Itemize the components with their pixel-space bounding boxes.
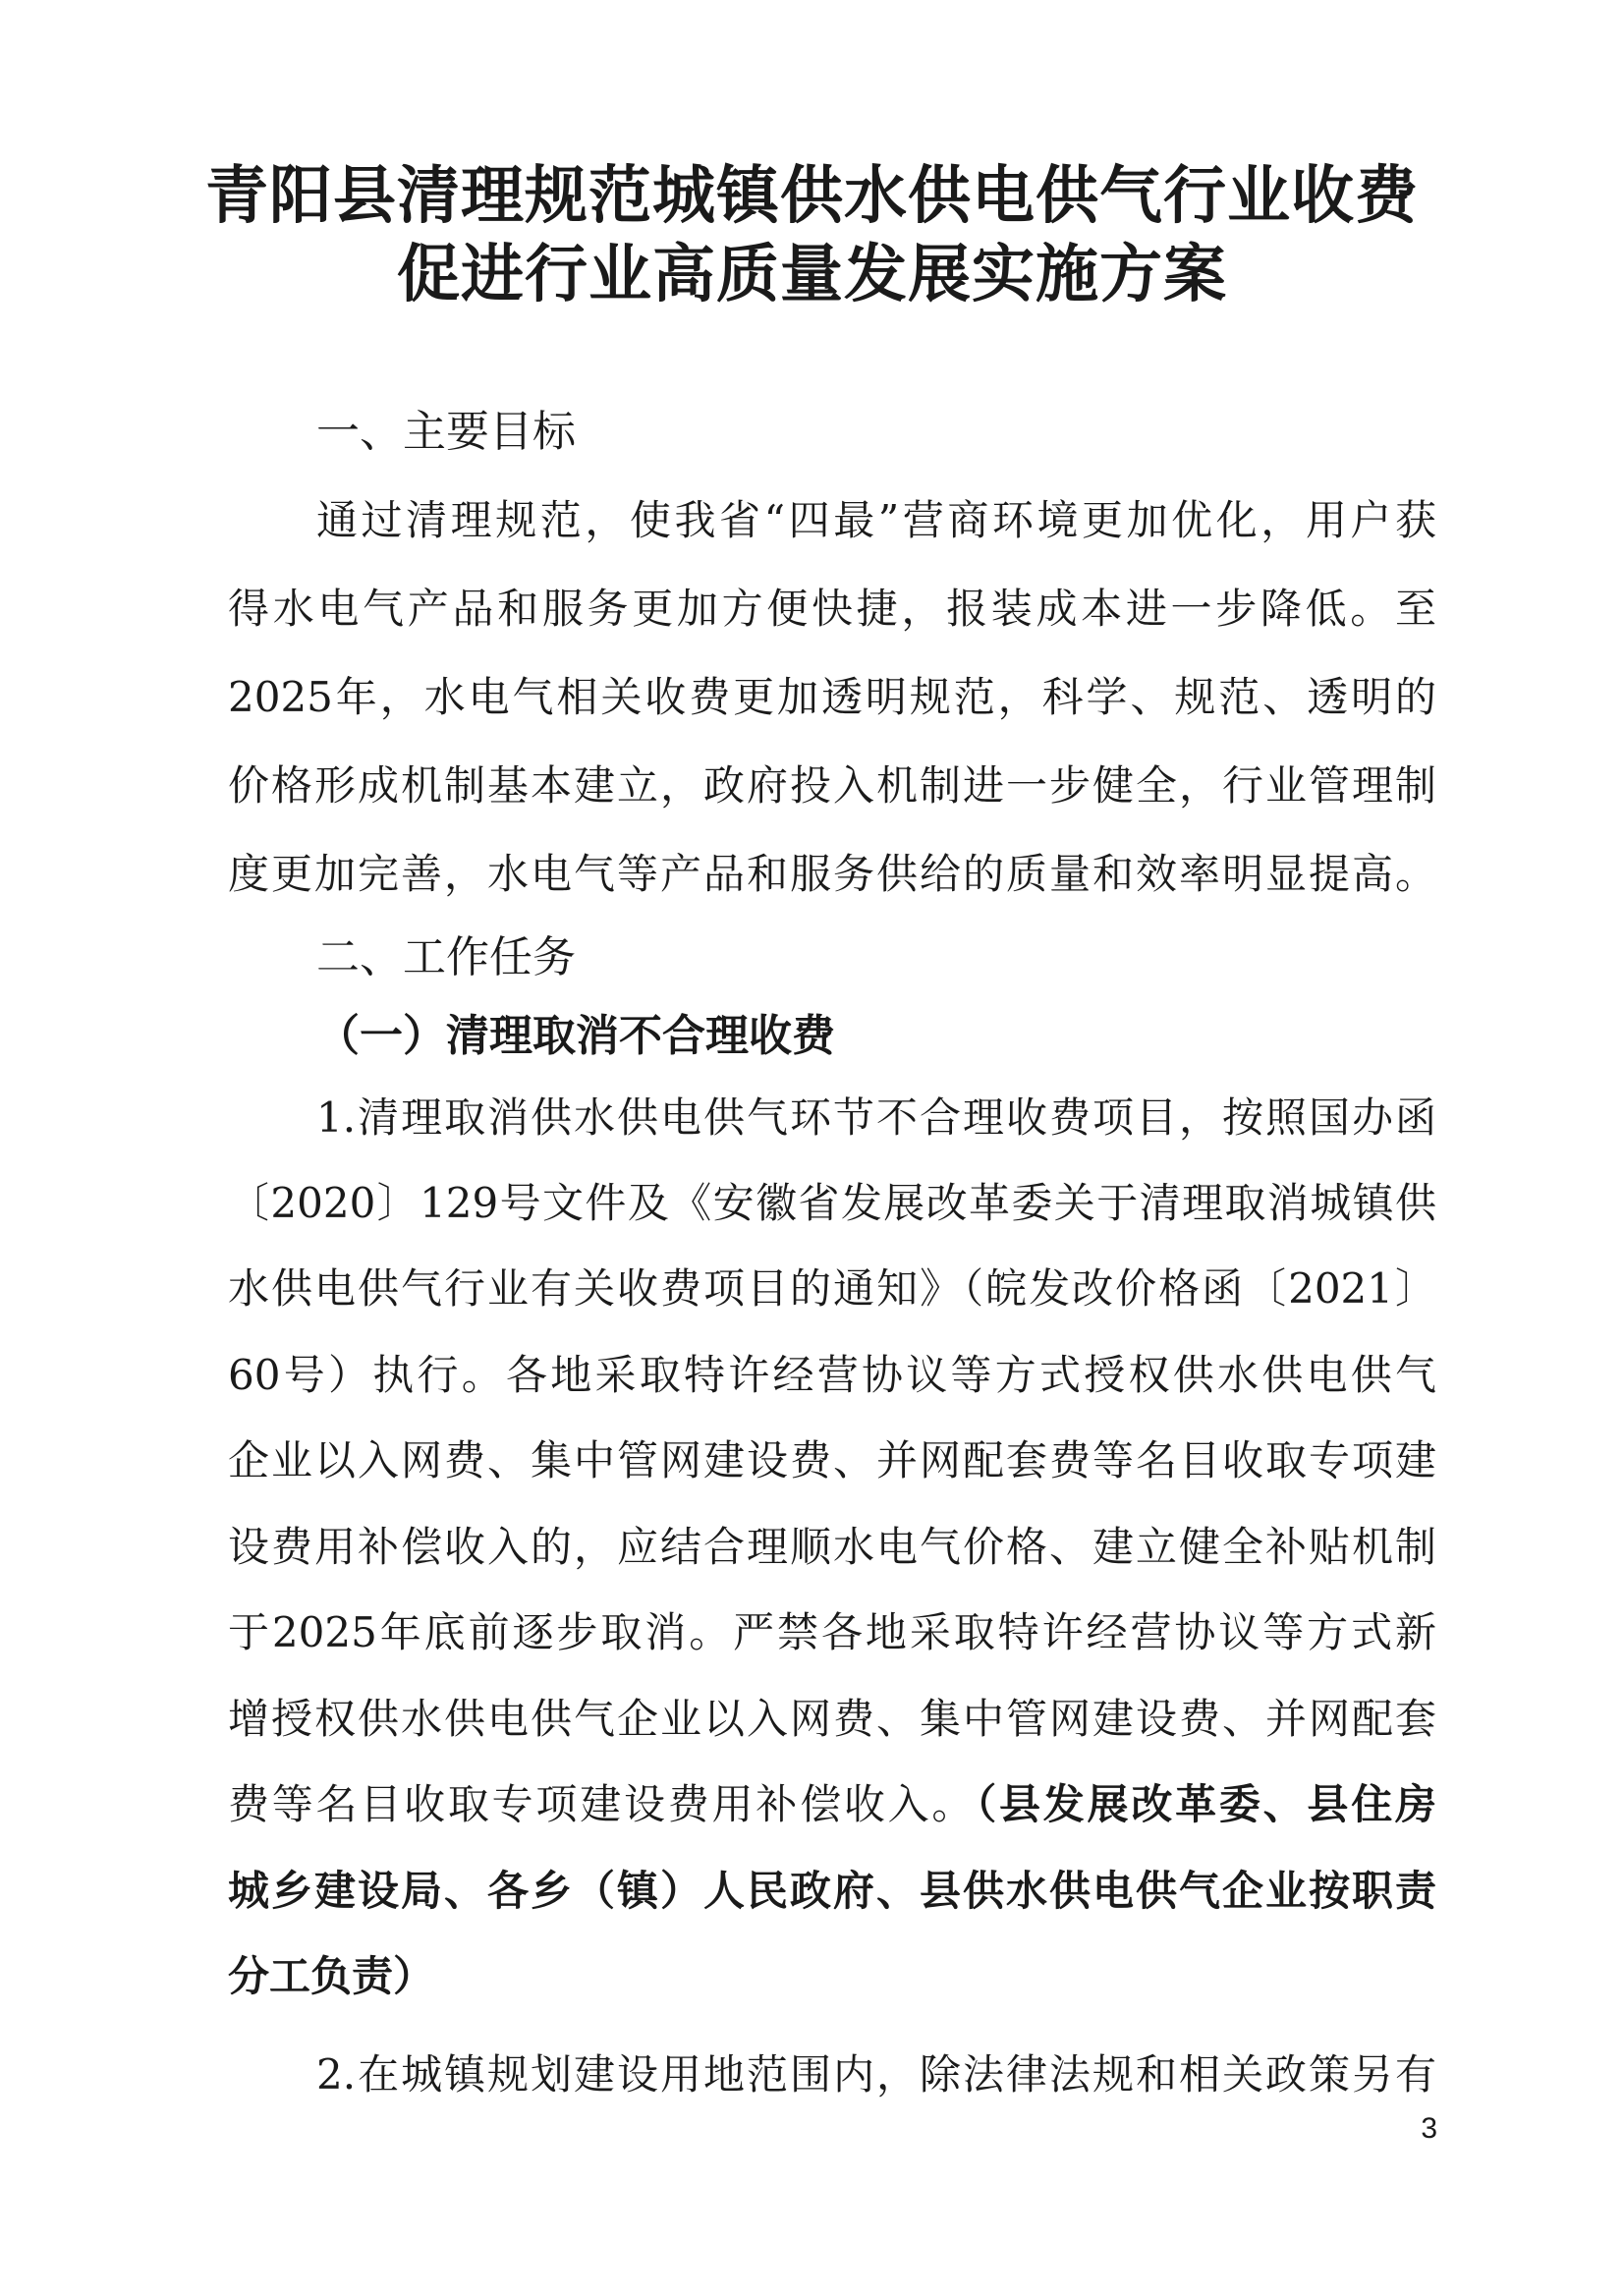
item-1-text: 费等名目收取专项建设费用补偿收入。 <box>228 1780 977 1828</box>
document-title-line-1: 青阳县清理规范城镇供水供电供气行业收费 <box>205 159 1419 233</box>
item-1-line: 60号）执行。各地采取特许经营协议等方式授权供水供电供气 <box>228 1351 1436 1399</box>
item-1-line-mixed <box>228 1775 1436 1834</box>
responsible-departments-line: 分工负责） <box>228 1952 435 2000</box>
item-1-line: 于2025年底前逐步取消。严禁各地采取特许经营协议等方式新 <box>228 1608 1436 1656</box>
section-2-heading: 二、工作任务 <box>316 932 576 982</box>
item-1-line: 设费用补偿收入的，应结合理顺水电气价格、建立健全补贴机制 <box>228 1523 1436 1571</box>
section-2-subheading: （一）清理取消不合理收费 <box>316 1011 835 1061</box>
responsible-departments: （县发展改革委、县住房 <box>976 1780 1436 1828</box>
section-1-line: 价格形成机制基本建立，政府投入机制进一步健全，行业管理制 <box>228 761 1436 810</box>
item-1-line: 1.清理取消供水供电供气环节不合理收费项目，按照国办函 <box>316 1093 1436 1142</box>
section-1-line: 2025年，水电气相关收费更加透明规范，科学、规范、透明的 <box>228 673 1436 721</box>
section-1-heading: 一、主要目标 <box>316 407 576 457</box>
item-1-line: 〔2020〕129号文件及《安徽省发展改革委关于清理取消城镇供 <box>228 1179 1436 1227</box>
item-1-line: 水供电供气行业有关收费项目的通知》（皖发改价格函〔2021〕 <box>228 1264 1436 1313</box>
item-1-line: 企业以入网费、集中管网建设费、并网配套费等名目收取专项建 <box>228 1436 1436 1484</box>
section-1-line: 通过清理规范，使我省“四最”营商环境更加优化，用户获 <box>316 496 1436 544</box>
page-number: 3 <box>1421 2112 1437 2145</box>
section-1-line: 得水电气产品和服务更加方便快捷，报装成本进一步降低。至 <box>228 585 1436 633</box>
document-title-line-2: 促进行业高质量发展实施方案 <box>397 238 1227 311</box>
item-2-line: 2.在城镇规划建设用地范围内，除法律法规和相关政策另有 <box>316 2050 1436 2099</box>
item-1-line: 增授权供水供电供气企业以入网费、集中管网建设费、并网配套 <box>228 1695 1436 1743</box>
responsible-departments-line: 城乡建设局、各乡（镇）人民政府、县供水供电供气企业按职责 <box>228 1867 1436 1915</box>
section-1-line: 度更加完善，水电气等产品和服务供给的质量和效率明显提高。 <box>228 850 1436 898</box>
